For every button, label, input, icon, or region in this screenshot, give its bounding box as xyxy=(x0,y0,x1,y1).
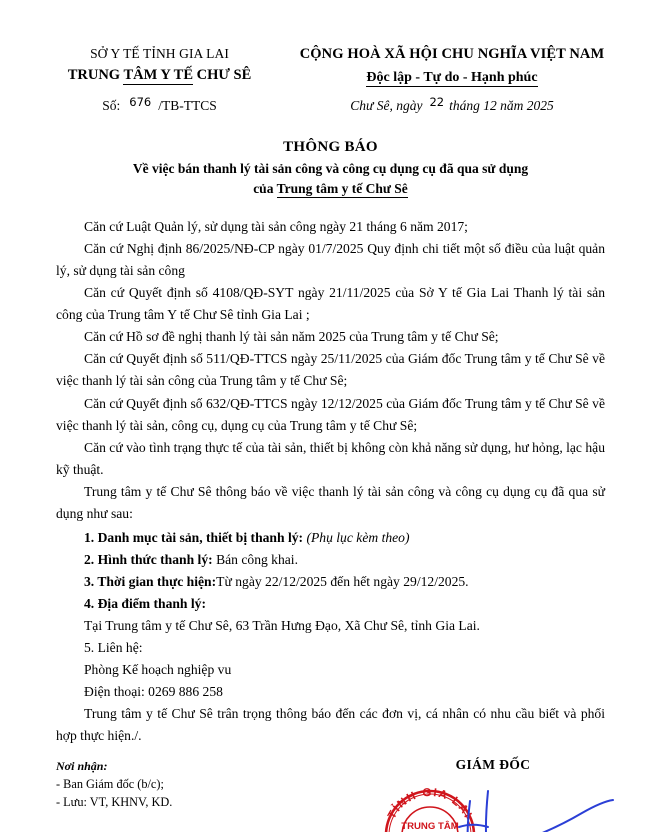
document-subtitle-line2 xyxy=(0,179,661,199)
recipient-item: - Lưu: VT, KHNV, KD. xyxy=(56,795,173,810)
org-name-underlined: TÂM Y TẾ xyxy=(123,67,193,84)
body-paragraph: Căn cứ Hồ sơ đề nghị thanh lý tài sản năm 2025 của Trung tâm y tế Chư Sê; xyxy=(84,329,499,345)
org-name-pre: TRUNG xyxy=(67,67,124,84)
issuing-org-block xyxy=(38,44,281,87)
date-place-prefix: Chư Sê, ngày xyxy=(350,97,423,113)
svg-text:TỈNH GIA LAI: TỈNH GIA LAI xyxy=(386,786,475,821)
national-title: CỘNG HOÀ XÃ HỘI CHU NGHĨA VIỆT NAM xyxy=(299,46,605,62)
contact-lead: 5. Liên hệ: xyxy=(84,639,143,655)
closing-paragraph: Trung tâm y tế Chư Sê trân trọng thông báo đến các đơn vị, cá nhân có nhu cầu biết và phối hợp thực hiện./. xyxy=(56,705,605,743)
title-block xyxy=(0,136,661,199)
item-note: Bán công khai. xyxy=(216,551,298,567)
item-lead: 4. Địa điểm thanh lý: xyxy=(84,595,206,611)
signature-block xyxy=(368,757,618,832)
body-paragraph: Căn cứ vào tình trạng thực tế của tài sản, thiết bị không còn khả năng sử dụng, hư hỏng, lạc hậu kỹ thuật. xyxy=(56,439,605,477)
document-body xyxy=(56,216,605,746)
parent-org-name: SỞ Y TẾ TỈNH GIA LAI xyxy=(90,46,229,61)
date-month-year: tháng 12 năm 2025 xyxy=(449,97,554,113)
document-subtitle-line1: Về việc bán thanh lý tài sản công và công cụ dụng cụ đã qua sử dụng xyxy=(132,161,529,177)
document-date xyxy=(281,94,623,114)
document-title: THÔNG BÁO xyxy=(283,138,378,155)
document-number-suffix: /TB-TTCS xyxy=(158,97,217,113)
date-day-value: 22 xyxy=(429,94,445,109)
document-number-value: 676 xyxy=(129,94,152,109)
body-paragraph: Căn cứ Luật Quản lý, sử dụng tài sản công ngày 21 tháng 6 năm 2017; xyxy=(84,219,468,235)
subtitle-prefix: của xyxy=(253,180,277,196)
org-name xyxy=(38,64,281,86)
recipients-heading: Nơi nhận: xyxy=(56,758,108,773)
national-motto: Độc lập - Tự do - Hạnh phúc xyxy=(366,69,538,85)
body-paragraph: Căn cứ Quyết định số 632/QĐ-TTCS ngày 12/12/2025 của Giám đốc Trung tâm y tế Chư Sê về việc thanh lý tài sản, công cụ, dụng cụ của Trung tâm y tế Chư Sê; xyxy=(56,395,605,433)
document-number-row xyxy=(0,88,661,114)
item-note: Từ ngày 22/12/2025 đến hết ngày 29/12/2025. xyxy=(216,573,469,589)
list-item xyxy=(56,571,605,593)
document-header xyxy=(0,0,661,88)
body-paragraph: Căn cứ Nghị định 86/2025/NĐ-CP ngày 01/7/2025 Quy định chi tiết một số điều của luật quản lý, sử dụng tài sản công xyxy=(56,241,605,279)
document-number xyxy=(38,94,281,114)
contact-phone: Điện thoại: 0269 886 258 xyxy=(84,683,223,699)
body-paragraph: Căn cứ Quyết định số 511/QĐ-TTCS ngày 25/11/2025 của Giám đốc Trung tâm y tế Chư Sê về việc thanh lý tài sản công của Trung tâm y tế Chư Sê; xyxy=(56,351,605,389)
contact-department: Phòng Kế hoạch nghiệp vu xyxy=(84,661,232,677)
svg-text:TRUNG TÂM: TRUNG TÂM xyxy=(401,820,459,832)
body-paragraph: Trung tâm y tế Chư Sê thông báo về việc thanh lý tài sản công và công cụ dụng cụ đã qua sử dụng như sau: xyxy=(56,483,605,521)
item-lead: 1. Danh mục tài sản, thiết bị thanh lý: xyxy=(84,529,304,545)
list-item xyxy=(56,549,605,571)
liquidation-address: Tại Trung tâm y tế Chư Sê, 63 Trần Hưng Đạo, Xã Chư Sê, tỉnh Gia Lai. xyxy=(84,617,480,633)
national-heading-block xyxy=(281,44,623,88)
body-paragraph: Căn cứ Quyết định số 4108/QĐ-SYT ngày 21/11/2025 của Sở Y tế Gia Lai Thanh lý tài sản công của Trung tâm Y tế Chư Sê tỉnh Gia Lai ; xyxy=(56,285,605,323)
subtitle-org-underlined: Trung tâm y tế Chư Sê xyxy=(276,180,408,196)
seal-and-signature-area xyxy=(368,773,618,832)
recipient-item: - Ban Giám đốc (b/c); xyxy=(56,776,164,791)
document-number-label: Số: xyxy=(102,97,121,113)
document-footer xyxy=(38,757,623,832)
item-lead: 3. Thời gian thực hiện: xyxy=(84,573,217,589)
item-note: (Phụ lục kèm theo) xyxy=(306,529,410,545)
handwritten-signature xyxy=(456,783,616,832)
item-lead: 2. Hình thức thanh lý: xyxy=(84,551,213,567)
list-item xyxy=(56,527,605,549)
numbered-items xyxy=(56,527,605,703)
recipients-block xyxy=(56,757,172,812)
signer-title: GIÁM ĐỐC xyxy=(455,756,531,772)
org-name-post: CHƯ SÊ xyxy=(193,67,252,84)
list-item xyxy=(56,593,605,615)
